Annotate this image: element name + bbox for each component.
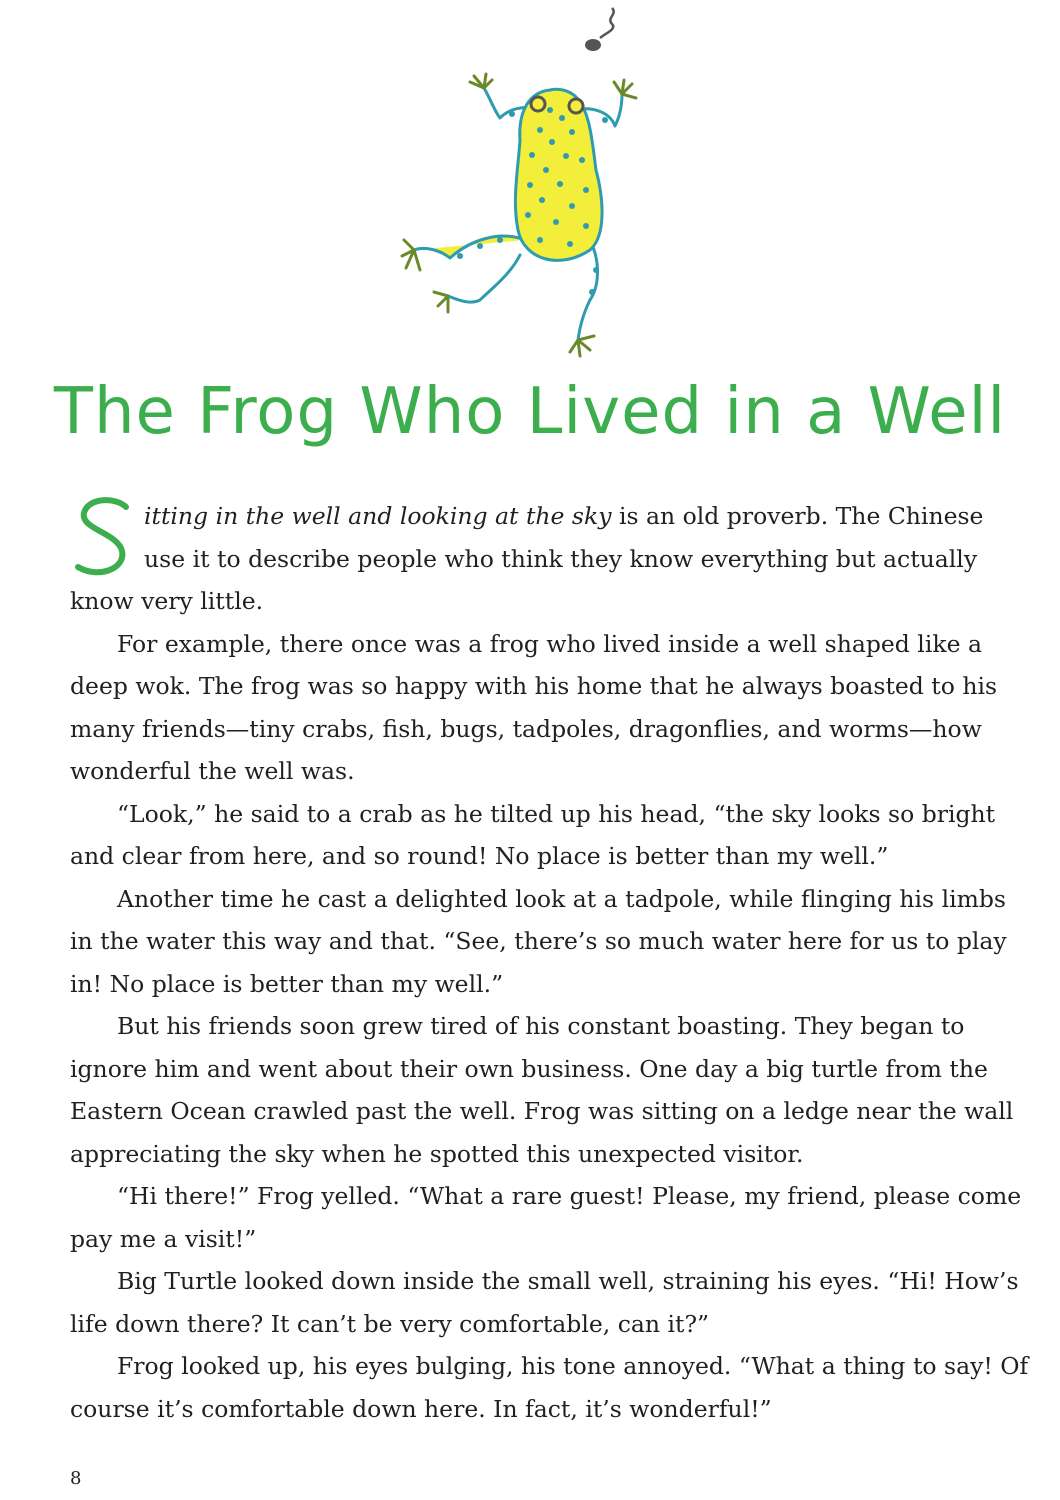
intro-text: is an old proverb. The Chinese use it to describe people who think they know everything but actually know very little.: [70, 502, 984, 615]
paragraph: Another time he cast a delighted look at a tadpole, while flinging his limbs in the water this way and that. “See, there’s so much water here for us to play in! No place is better than my well.”: [70, 884, 1007, 998]
story-title: The Frog Who Lived in a Well: [53, 375, 1007, 449]
paragraph: “Hi there!” Frog yelled. “What a rare guest! Please, my friend, please come pay me a visit!”: [70, 1182, 1022, 1253]
paragraph: Frog looked up, his eyes bulging, his tone annoyed. “What a thing to say! Of course it’s comfortable down here. In fact, it’s wonderful!”: [70, 1352, 1029, 1423]
page-number: 8: [70, 1468, 82, 1489]
paragraph: Big Turtle looked down inside the small well, straining his eyes. “Hi! How’s life down there? It can’t be very comfortable, can it?”: [70, 1267, 1019, 1338]
dropcap-s: [70, 495, 138, 580]
intro-paragraph: [70, 495, 1030, 623]
tadpole-icon: [585, 8, 614, 51]
paragraph: But his friends soon grew tired of his constant boasting. They began to ignore him and went about their own business. One day a big turtle from the Eastern Ocean crawled past the well. Frog was sitting on a ledge near the wall appreciating the sky when he spotted this unexpected visitor.: [70, 1012, 1014, 1168]
paragraph: “Look,” he said to a crab as he tilted up his head, “the sky looks so bright and clear from here, and so round! No place is better than my well.”: [70, 799, 996, 870]
proverb-text: itting in the well and looking at the sky: [144, 502, 612, 530]
story-body: [70, 495, 1030, 1430]
paragraph: For example, there once was a frog who lived inside a well shaped like a deep wok. The frog was so happy with his home that he always boasted to his many friends—tiny crabs, fish, bugs, tadpoles, dragonflies, and worms—how wonderful the well was.: [70, 629, 998, 785]
frog-illustration: [400, 0, 660, 360]
frog-icon: [402, 74, 636, 356]
